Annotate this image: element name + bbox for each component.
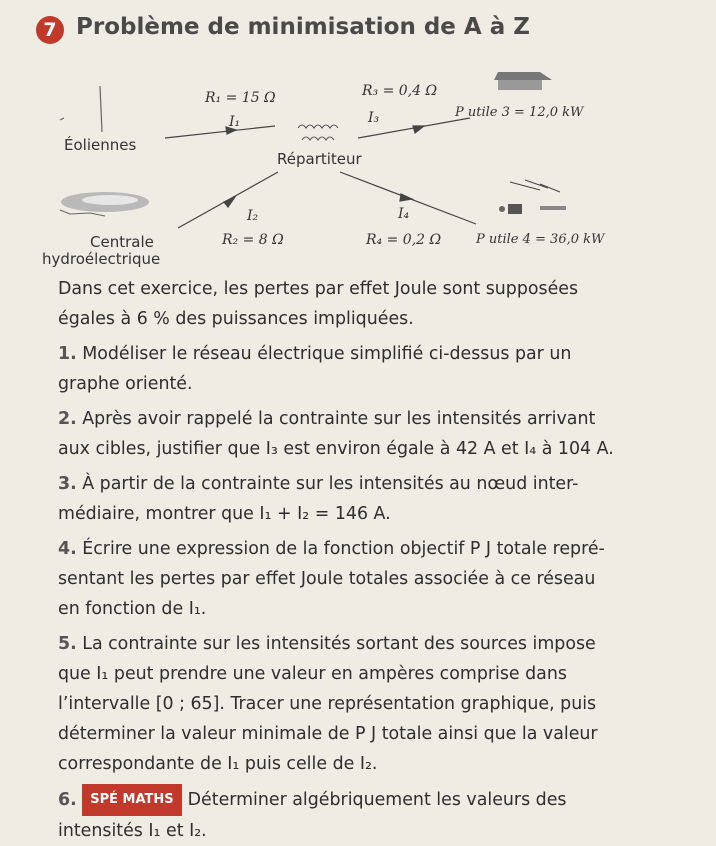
label-i1: I₁	[229, 114, 241, 130]
repartiteur-node-icon	[298, 125, 338, 140]
label-i2: I₂	[247, 208, 259, 224]
exercise-number-badge: 7	[36, 16, 64, 44]
label-i4: I₄	[398, 206, 410, 222]
question-number: 6.	[58, 790, 77, 810]
label-r1: R₁ = 15 Ω	[205, 90, 276, 106]
question-number: 5.	[58, 634, 77, 654]
question-4-line	[58, 534, 698, 564]
question-text: Écrire une expression de la fonction objectif P J totale repré-	[82, 539, 605, 559]
exercise-title: Problème de minimisation de A à Z	[76, 14, 530, 40]
question-text: À partir de la contrainte sur les intensités au nœud inter-	[82, 474, 579, 494]
question-5-line: que I₁ peut prendre une valeur en ampères comprise dans	[58, 664, 567, 684]
question-1-line	[58, 339, 698, 369]
question-5-line: correspondante de I₁ puis celle de I₂.	[58, 754, 378, 774]
question-text: Après avoir rappelé la contrainte sur les intensités arrivant	[82, 409, 596, 429]
question-6-line: intensités I₁ et I₂.	[58, 821, 207, 841]
question-number: 1.	[58, 344, 77, 364]
intro-line: égales à 6 % des puissances impliquées.	[58, 309, 414, 329]
question-5-line: déterminer la valeur minimale de P J totale ainsi que la valeur	[58, 724, 598, 744]
label-p4: P utile 4 = 36,0 kW	[476, 232, 605, 247]
network-figure	[40, 58, 680, 270]
wire-i2	[178, 172, 278, 228]
question-number: 4.	[58, 539, 77, 559]
question-text: Modéliser le réseau électrique simplifié ci-dessus par un	[82, 344, 572, 364]
question-4-line: en fonction de I₁.	[58, 599, 207, 619]
question-4-line: sentant les pertes par effet Joule totales associée à ce réseau	[58, 569, 596, 589]
label-hydroelectrique: hydroélectrique	[42, 250, 161, 268]
label-i3: I₃	[368, 110, 380, 126]
factory-icon	[499, 180, 566, 214]
label-r4: R₄ = 0,2 Ω	[366, 232, 442, 248]
question-number: 2.	[58, 409, 77, 429]
question-5-line: l’intervalle [0 ; 65]. Tracer une représentation graphique, puis	[58, 694, 597, 714]
label-repartiteur: Répartiteur	[277, 150, 362, 168]
wind-turbine-icon	[60, 86, 102, 132]
wire-i1	[165, 126, 275, 138]
question-number: 3.	[58, 474, 77, 494]
question-5-line	[58, 629, 698, 659]
intro-line: Dans cet exercice, les pertes par effet Joule sont supposées	[58, 279, 579, 299]
question-2-line	[58, 404, 698, 434]
house-icon	[494, 72, 552, 90]
question-3-line	[58, 469, 698, 499]
spe-maths-tag: SPÉ MATHS	[82, 784, 181, 816]
question-2-line: aux cibles, justifier que I₃ est environ égale à 42 A et I₄ à 104 A.	[58, 439, 614, 459]
hydro-dam-icon	[60, 192, 149, 216]
label-r3: R₃ = 0,4 Ω	[362, 83, 438, 99]
exercise-body	[58, 274, 698, 846]
question-text: La contrainte sur les intensités sortant des sources impose	[82, 634, 596, 654]
label-p3: P utile 3 = 12,0 kW	[455, 105, 584, 120]
label-r2: R₂ = 8 Ω	[222, 232, 284, 248]
question-text: Déterminer algébriquement les valeurs des	[187, 790, 567, 810]
label-centrale: Centrale	[90, 233, 154, 251]
question-6-line	[58, 784, 698, 816]
question-1-line: graphe orienté.	[58, 374, 193, 394]
label-eoliennes: Éoliennes	[64, 136, 137, 154]
question-3-line: médiaire, montrer que I₁ + I₂ = 146 A.	[58, 504, 391, 524]
